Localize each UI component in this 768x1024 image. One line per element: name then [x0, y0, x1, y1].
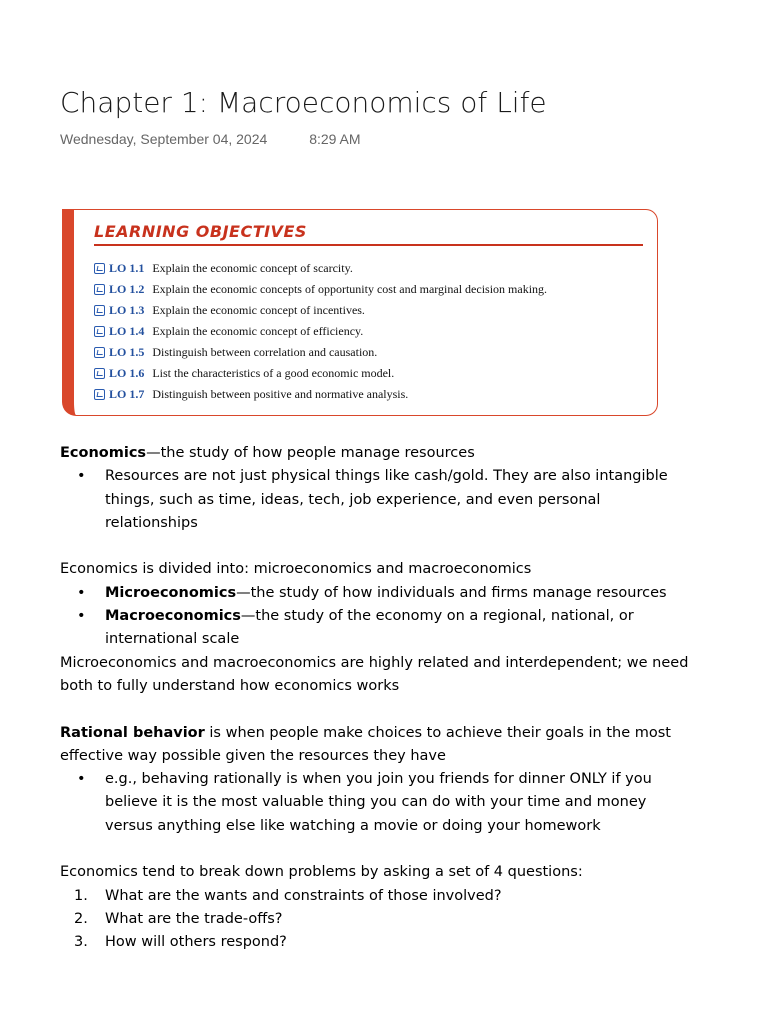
link-icon[interactable] [94, 284, 105, 295]
definition-text: —the study of how individuals and firms manage resources [236, 584, 667, 601]
lo-item [94, 300, 547, 321]
economics-definition [60, 442, 690, 465]
lo-code: LO 1.3 [109, 303, 145, 317]
term-microeconomics: Microeconomics [105, 584, 237, 601]
lo-text: Explain the economic concepts of opportunity cost and marginal decision making. [152, 282, 548, 296]
page-timestamp [60, 131, 361, 147]
paragraph: Economics is divided into: microeconomics and macroeconomics [60, 561, 532, 578]
bullet-list [60, 768, 690, 838]
learning-objectives-list [94, 258, 547, 405]
list-text: How will others respond? [105, 934, 287, 951]
lo-text: Distinguish between correlation and causation. [152, 345, 378, 359]
lo-item [94, 321, 547, 342]
lo-text: Explain the economic concept of incentives. [152, 303, 365, 317]
note-body [60, 442, 690, 955]
link-icon[interactable] [94, 326, 105, 337]
page-title: Chapter 1: Macroeconomics of Life [60, 86, 547, 119]
lo-text: Distinguish between positive and normative analysis. [152, 387, 409, 401]
list-number: 3. [74, 934, 88, 951]
learning-objectives-image [62, 209, 658, 416]
definition-text: —the study of the economy on a regional, national, or international scale [105, 608, 634, 648]
term-economics: Economics [60, 445, 147, 461]
lo-code: LO 1.1 [109, 261, 145, 275]
list-item [60, 908, 690, 931]
numbered-list [60, 885, 690, 955]
lo-code: LO 1.5 [109, 345, 145, 359]
lo-item [94, 342, 547, 363]
term-macroeconomics: Macroeconomics [105, 608, 241, 625]
bullet-list [60, 465, 690, 535]
link-icon[interactable] [94, 368, 105, 379]
list-item: • e.g., behaving rationally is when you join you friends for dinner ONLY if you believe it is the most valuable thing you can do with your time and money versus anything else like watching a movie or doing your homework [60, 768, 690, 838]
list-number: 1. [74, 887, 88, 904]
lo-code: LO 1.4 [109, 324, 145, 338]
list-text: What are the trade-offs? [105, 910, 283, 927]
lo-code: LO 1.2 [109, 282, 145, 296]
list-item [60, 931, 690, 954]
lo-item [94, 384, 547, 405]
link-icon[interactable] [94, 347, 105, 358]
link-icon[interactable] [94, 389, 105, 400]
lo-code: LO 1.7 [109, 387, 145, 401]
definition-text: —the study of how people manage resources [146, 445, 475, 461]
term-rational-behavior: Rational behavior [60, 724, 205, 741]
page-time: 8:29 AM [309, 131, 361, 147]
lo-text: List the characteristics of a good economic model. [152, 366, 395, 380]
list-text: What are the wants and constraints of those involved? [105, 887, 502, 904]
list-item [60, 582, 690, 605]
link-icon[interactable] [94, 263, 105, 274]
list-number: 2. [74, 910, 88, 927]
heading-rule [94, 244, 643, 246]
link-icon[interactable] [94, 305, 105, 316]
page-date: Wednesday, September 04, 2024 [60, 131, 268, 147]
definition-text: is when people make choices to achieve their goals in the most effective way possible given the resources they have [60, 724, 671, 764]
lo-item [94, 363, 547, 384]
bullet-list [60, 582, 690, 652]
list-item: • Resources are not just physical things like cash/gold. They are also intangible things, such as time, ideas, tech, job experience, and even personal relationships [60, 465, 690, 535]
learning-objectives-heading: LEARNING OBJECTIVES [94, 222, 307, 241]
lo-text: Explain the economic concept of efficiency. [152, 324, 364, 338]
lo-text: Explain the economic concept of scarcity. [152, 261, 353, 275]
list-item [60, 605, 690, 652]
lo-item [94, 279, 547, 300]
list-item [60, 885, 690, 908]
lo-code: LO 1.6 [109, 366, 145, 380]
rational-definition [60, 722, 690, 769]
paragraph: Economics tend to break down problems by asking a set of 4 questions: [60, 864, 583, 881]
paragraph: Microeconomics and macroeconomics are highly related and interdependent; we need both to fully understand how economics works [60, 654, 689, 694]
lo-item [94, 258, 547, 279]
